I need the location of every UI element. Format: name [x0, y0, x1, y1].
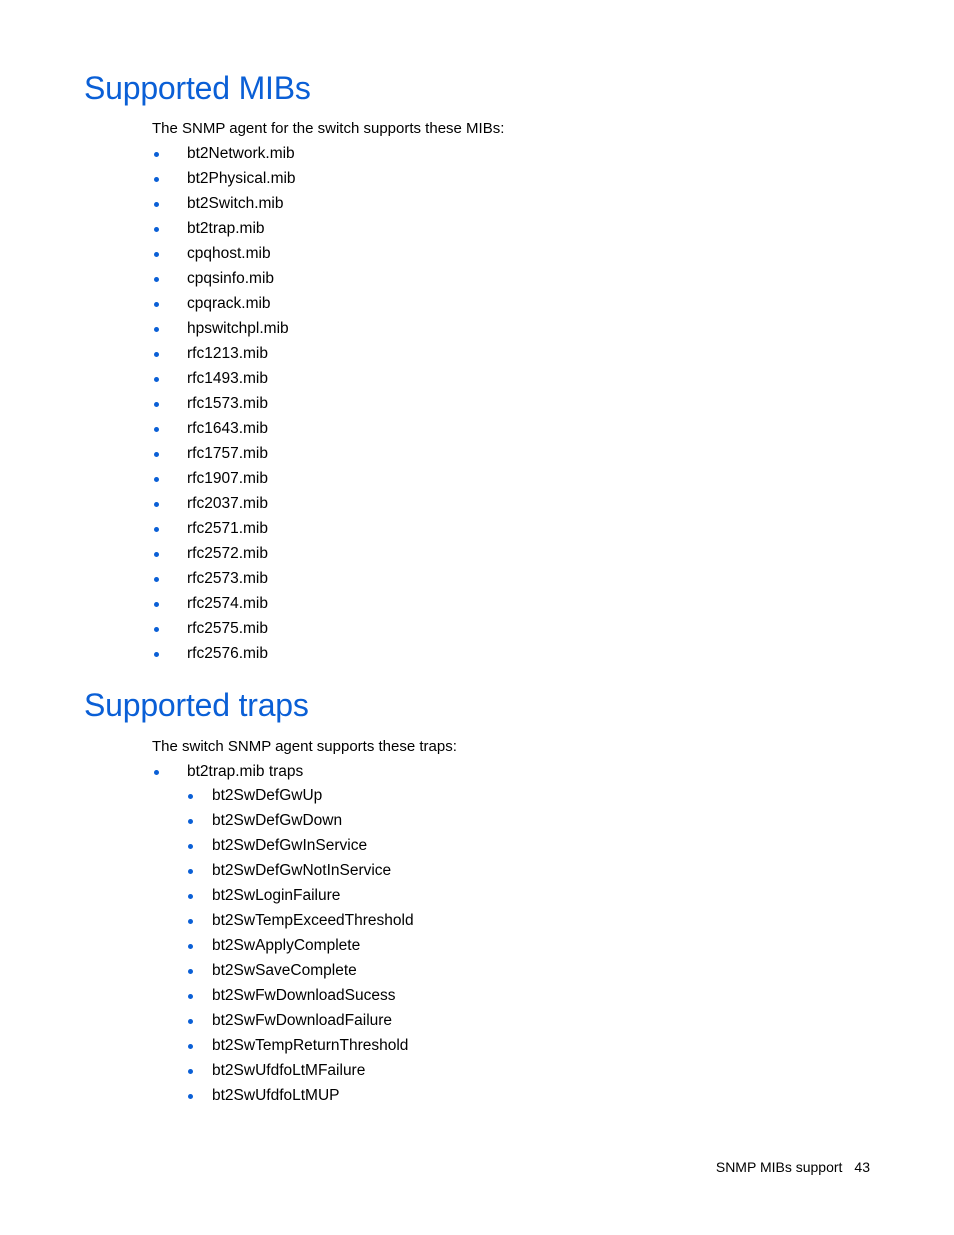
traps-group-label: bt2trap.mib traps — [187, 763, 304, 780]
page-footer — [600, 1158, 870, 1176]
list-item-mib — [152, 594, 296, 619]
list-item-trap-label: bt2SwApplyComplete — [212, 937, 361, 954]
bullet-icon — [154, 602, 159, 607]
list-item-trap-label: bt2SwLoginFailure — [212, 887, 341, 904]
list-item-mib — [152, 519, 296, 544]
traps-intro: The switch SNMP agent supports these traps: — [152, 738, 457, 755]
bullet-icon — [188, 919, 193, 924]
list-item-mib-label: cpqsinfo.mib — [187, 270, 275, 287]
bullet-icon — [154, 152, 159, 157]
list-item-trap — [187, 936, 414, 961]
list-item-mib — [152, 394, 296, 419]
bullet-icon — [154, 477, 159, 482]
bullet-icon — [154, 202, 159, 207]
list-item-mib — [152, 494, 296, 519]
bullet-icon — [188, 894, 193, 899]
list-item-mib — [152, 619, 296, 644]
list-item-mib — [152, 194, 296, 219]
list-item-trap-label: bt2SwTempExceedThreshold — [212, 912, 414, 929]
list-item-mib-label: cpqrack.mib — [187, 295, 271, 312]
list-item-traps-group — [152, 762, 303, 787]
list-item-mib — [152, 569, 296, 594]
bullet-icon — [188, 944, 193, 949]
list-item-trap-label: bt2SwUfdfoLtMUP — [212, 1087, 340, 1104]
bullet-icon — [188, 969, 193, 974]
traps-list — [187, 786, 414, 1111]
bullet-icon — [188, 1019, 193, 1024]
bullet-icon — [154, 327, 159, 332]
list-item-mib-label: rfc1757.mib — [187, 445, 268, 462]
bullet-icon — [188, 1069, 193, 1074]
traps-group-list — [152, 762, 303, 787]
list-item-mib — [152, 369, 296, 394]
list-item-mib — [152, 469, 296, 494]
bullet-icon — [154, 177, 159, 182]
traps-heading: Supported traps — [84, 687, 309, 723]
list-item-trap-label: bt2SwFwDownloadSucess — [212, 987, 396, 1004]
list-item-trap-label: bt2SwSaveComplete — [212, 962, 357, 979]
list-item-mib — [152, 219, 296, 244]
bullet-icon — [188, 819, 193, 824]
list-item-mib-label: rfc2573.mib — [187, 570, 268, 587]
bullet-icon — [154, 352, 159, 357]
bullet-icon — [154, 770, 159, 775]
list-item-trap-label: bt2SwFwDownloadFailure — [212, 1012, 393, 1029]
list-item-trap — [187, 961, 414, 986]
list-item-mib-label: rfc2576.mib — [187, 645, 268, 662]
bullet-icon — [188, 869, 193, 874]
list-item-trap — [187, 1061, 414, 1086]
list-item-mib-label: rfc2572.mib — [187, 545, 268, 562]
list-item-mib-label: rfc1493.mib — [187, 370, 268, 387]
bullet-icon — [188, 844, 193, 849]
list-item-mib-label: rfc1213.mib — [187, 345, 268, 362]
list-item-trap — [187, 886, 414, 911]
mibs-intro: The SNMP agent for the switch supports these MIBs: — [152, 120, 505, 137]
list-item-mib-label: bt2Switch.mib — [187, 195, 284, 212]
bullet-icon — [154, 377, 159, 382]
list-item-mib — [152, 644, 296, 669]
list-item-mib — [152, 244, 296, 269]
list-item-mib — [152, 344, 296, 369]
bullet-icon — [154, 227, 159, 232]
list-item-trap — [187, 1086, 414, 1111]
list-item-trap — [187, 911, 414, 936]
list-item-mib-label: bt2Physical.mib — [187, 170, 296, 187]
bullet-icon — [154, 502, 159, 507]
bullet-icon — [188, 994, 193, 999]
list-item-mib-label: bt2trap.mib — [187, 220, 265, 237]
list-item-trap-label: bt2SwDefGwUp — [212, 787, 323, 804]
page-number: 43 — [854, 1159, 870, 1175]
list-item-mib — [152, 444, 296, 469]
list-item-mib-label: rfc1643.mib — [187, 420, 268, 437]
list-item-trap — [187, 1036, 414, 1061]
list-item-mib — [152, 294, 296, 319]
list-item-trap — [187, 811, 414, 836]
list-item-mib-label: rfc2571.mib — [187, 520, 268, 537]
bullet-icon — [154, 402, 159, 407]
list-item-mib-label: rfc2575.mib — [187, 620, 268, 637]
list-item-mib — [152, 269, 296, 294]
bullet-icon — [154, 577, 159, 582]
bullet-icon — [154, 252, 159, 257]
list-item-trap-label: bt2SwDefGwNotInService — [212, 862, 392, 879]
list-item-trap — [187, 836, 414, 861]
list-item-mib-label: rfc1573.mib — [187, 395, 268, 412]
list-item-trap-label: bt2SwUfdfoLtMFailure — [212, 1062, 366, 1079]
bullet-icon — [188, 794, 193, 799]
list-item-mib — [152, 319, 296, 344]
list-item-trap — [187, 786, 414, 811]
footer-section-name: SNMP MIBs support — [715, 1159, 843, 1175]
bullet-icon — [154, 552, 159, 557]
list-item-trap-label: bt2SwDefGwInService — [212, 837, 368, 854]
mibs-heading: Supported MIBs — [84, 70, 311, 106]
list-item-mib-label: rfc2574.mib — [187, 595, 268, 612]
list-item-trap — [187, 986, 414, 1011]
bullet-icon — [188, 1094, 193, 1099]
list-item-mib-label: cpqhost.mib — [187, 245, 271, 262]
bullet-icon — [154, 277, 159, 282]
bullet-icon — [154, 452, 159, 457]
list-item-trap — [187, 861, 414, 886]
list-item-mib-label: bt2Network.mib — [187, 145, 295, 162]
list-item-mib — [152, 144, 296, 169]
bullet-icon — [154, 527, 159, 532]
list-item-trap-label: bt2SwTempReturnThreshold — [212, 1037, 409, 1054]
list-item-mib — [152, 169, 296, 194]
bullet-icon — [154, 652, 159, 657]
list-item-mib — [152, 419, 296, 444]
list-item-trap-label: bt2SwDefGwDown — [212, 812, 343, 829]
bullet-icon — [188, 1044, 193, 1049]
mibs-list — [152, 144, 296, 669]
list-item-trap — [187, 1011, 414, 1036]
bullet-icon — [154, 427, 159, 432]
list-item-mib — [152, 544, 296, 569]
list-item-mib-label: rfc1907.mib — [187, 470, 268, 487]
bullet-icon — [154, 302, 159, 307]
list-item-mib-label: hpswitchpl.mib — [187, 320, 289, 337]
list-item-mib-label: rfc2037.mib — [187, 495, 268, 512]
bullet-icon — [154, 627, 159, 632]
